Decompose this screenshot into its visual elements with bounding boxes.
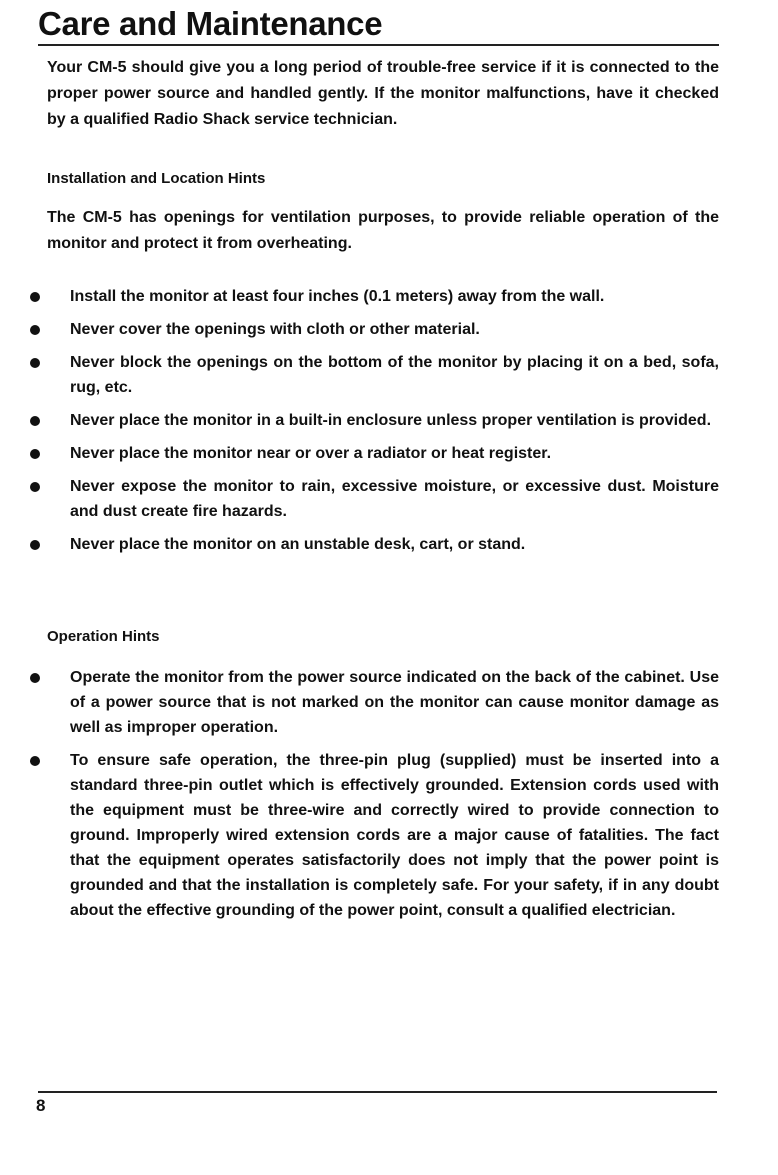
installation-heading: Installation and Location Hints [47,170,266,187]
installation-list [30,284,719,565]
list-item-text: Never place the monitor in a built-in enclosure unless proper ventilation is provided. [70,412,712,429]
list-item [30,317,719,342]
page-number: 8 [36,1096,46,1115]
list-item-text: Never place the monitor near or over a radiator or heat register. [70,445,552,462]
bullet-icon [30,673,40,683]
list-item-text: Install the monitor at least four inches (0.1 meters) away from the wall. [70,288,605,305]
operation-list [30,665,719,931]
list-item-text: Never expose the monitor to rain, excessive moisture, or excessive dust. Moisture and dust create fire hazards. [70,478,719,520]
list-item-text: Never place the monitor on an unstable desk, cart, or stand. [70,536,526,553]
bullet-icon [30,540,40,550]
list-item [30,474,719,524]
list-item-text: Operate the monitor from the power source indicated on the back of the cabinet. Use of a power source that is not marked on the monitor can cause monitor damage as well as improper operation. [70,669,719,736]
bullet-icon [30,358,40,368]
bullet-icon [30,416,40,426]
list-item [30,532,719,557]
list-item-text: Never block the openings on the bottom of the monitor by placing it on a bed, sofa, rug, etc. [70,354,719,396]
list-item [30,441,719,466]
list-item [30,284,719,309]
list-item-text: Never cover the openings with cloth or other material. [70,321,480,338]
installation-paragraph: The CM-5 has openings for ventilation purposes, to provide reliable operation of the monitor and protect it from overheating. [47,209,719,252]
page-title: Care and Maintenance [38,5,383,42]
list-item [30,665,719,740]
list-item [30,408,719,433]
title-rule [38,44,719,46]
list-item-text: To ensure safe operation, the three-pin plug (supplied) must be inserted into a standard three-pin outlet which is effectively grounded. Extension cords used with the equipment must be three-wire and correctly wired to provide connection to ground. Improperly wired extension cords are a major cause of fatalities. The fact that the equipment operates satisfactorily does not imply that the power point is grounded and that the installation is completely safe. For your safety, if in any doubt about the effective grounding of the power point, consult a qualified electrician. [70,752,719,919]
bullet-icon [30,482,40,492]
list-item [30,350,719,400]
operation-heading: Operation Hints [47,628,160,645]
footer-rule [38,1091,717,1093]
bullet-icon [30,325,40,335]
list-item [30,748,719,923]
bullet-icon [30,756,40,766]
bullet-icon [30,449,40,459]
bullet-icon [30,292,40,302]
intro-paragraph: Your CM-5 should give you a long period of trouble-free service if it is connected to the proper power source and handled gently. If the monitor malfunctions, have it checked by a qualified Radio Shack service technician. [47,59,719,128]
